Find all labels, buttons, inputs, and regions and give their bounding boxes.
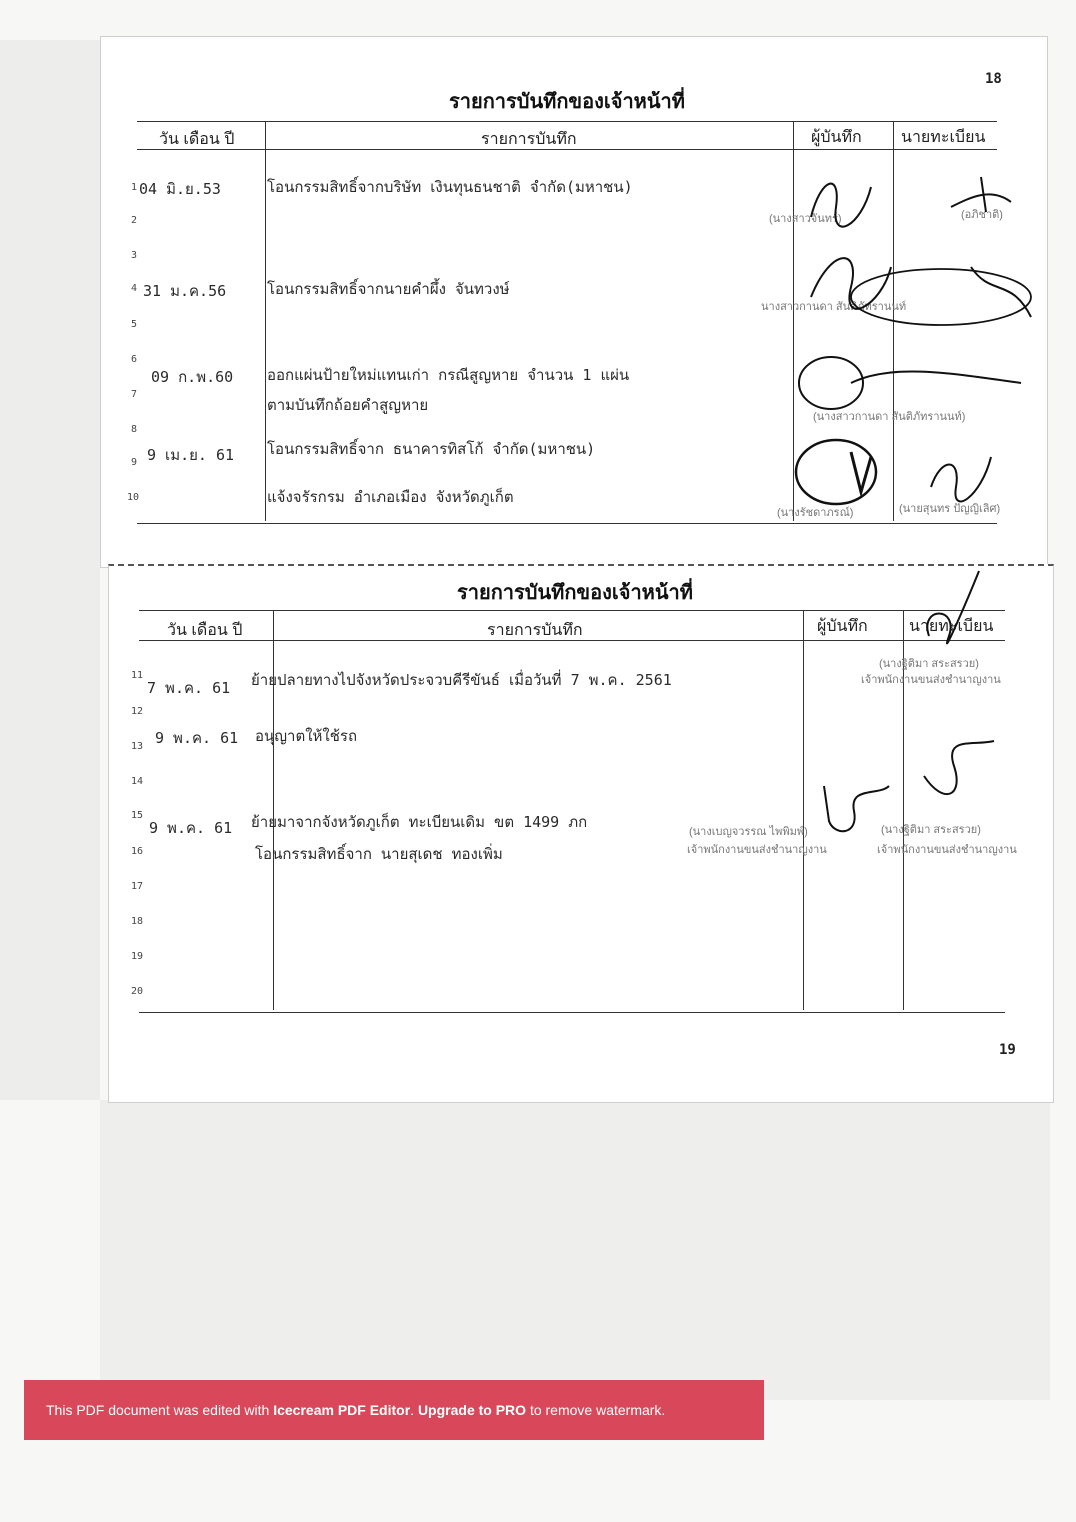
entry-text: ย้ายปลายทางไปจังหวัดประจวบคีรีขันธ์ เมื่อวันที่ 7 พ.ค. 2561: [251, 671, 672, 689]
watermark-cta: Upgrade to PRO: [417, 1402, 527, 1418]
signature-icon: [914, 736, 1004, 816]
entry-date: 7 พ.ค. 61: [147, 679, 231, 697]
entry-date: 04 มิ.ย.53: [139, 180, 221, 198]
entry-text: ตามบันทึกถ้อยคำสูญหาย: [267, 396, 429, 414]
row-number: 16: [131, 846, 144, 857]
row-number: 17: [131, 881, 144, 892]
header-date: วัน เดือน ปี: [159, 131, 235, 148]
page-number: 19: [999, 1042, 1016, 1058]
row-number: 12: [131, 706, 144, 717]
header-entry: รายการบันทึก: [487, 622, 583, 639]
header-recorder: ผู้บันทึก: [811, 129, 862, 146]
row-number: 2: [131, 215, 138, 226]
signer-role: เจ้าพนักงานขนส่งชำนาญงาน: [687, 844, 827, 856]
header-rule: [139, 640, 1005, 641]
section-title: รายการบันทึกของเจ้าหน้าที่: [449, 89, 685, 113]
header-registrar: นายทะเบียน: [909, 618, 994, 635]
row-number: 10: [127, 492, 140, 503]
signature-icon: [921, 447, 1001, 507]
signature-icon: [791, 343, 1031, 423]
row-number: 7: [131, 389, 138, 400]
signer-name: (นางฐิติมา สระสรวย): [879, 658, 979, 670]
signer-role: เจ้าพนักงานขนส่งชำนาญงาน: [861, 674, 1001, 686]
signer-name: (นางรัชดาภรณ์): [777, 507, 854, 519]
row-number: 19: [131, 951, 144, 962]
row-number: 18: [131, 916, 144, 927]
entry-text: ย้ายมาจากจังหวัดภูเก็ต ทะเบียนเดิม ขต 1499 ภก: [251, 813, 588, 831]
row-number: 4: [131, 283, 138, 294]
signer-role: เจ้าพนักงานขนส่งชำนาญงาน: [877, 844, 1017, 856]
row-number: 14: [131, 776, 144, 787]
entry-text: ออกแผ่นป้ายใหม่แทนเก่า กรณีสูญหาย จำนวน 1 แผ่น: [267, 366, 630, 384]
scan-noise-bottom: [100, 1100, 1050, 1400]
section-title: รายการบันทึกของเจ้าหน้าที่: [457, 580, 693, 604]
header-date: วัน เดือน ปี: [167, 622, 243, 639]
entry-text: โอนกรรมสิทธิ์จาก นายสุเดช ทองเพิ่ม: [255, 845, 503, 863]
watermark-brand: Icecream PDF Editor: [273, 1402, 411, 1418]
header-registrar: นายทะเบียน: [901, 129, 986, 146]
entry-date: 9 พ.ค. 61: [149, 819, 233, 837]
table-bottom-rule: [139, 1012, 1005, 1013]
record-sheet-19: [108, 564, 1054, 1103]
watermark-banner: [24, 1380, 764, 1440]
signer-name: (นางสาวกานดา สันติภัทรานนท์): [813, 411, 966, 423]
row-number: 11: [131, 670, 144, 681]
signature-icon: [909, 566, 989, 656]
signer-name: (นางเบญจวรรณ ไพพิมพ์): [689, 826, 808, 838]
row-number: 5: [131, 319, 138, 330]
entry-date: 31 ม.ค.56: [143, 282, 227, 300]
row-number: 8: [131, 424, 138, 435]
row-number: 20: [131, 986, 144, 997]
scan-noise-left: [0, 40, 100, 1100]
watermark-suffix: to remove watermark.: [529, 1402, 666, 1418]
signer-name: (นางฐิติมา สระสรวย): [881, 824, 981, 836]
header-entry: รายการบันทึก: [481, 131, 577, 148]
signature-icon: [809, 776, 899, 846]
row-number: 15: [131, 810, 144, 821]
header-recorder: ผู้บันทึก: [817, 618, 868, 635]
entry-text: แจ้งจรัรกรม อำเภอเมือง จังหวัดภูเก็ต: [267, 488, 514, 506]
col-divider-2: [803, 610, 804, 1010]
signature-icon: [841, 257, 1041, 347]
signer-name: (นายสุนทร ปัญญิเลิศ): [899, 503, 1001, 515]
table-top-rule: [139, 610, 1005, 611]
signature-icon: [941, 167, 1021, 227]
row-number: 3: [131, 250, 138, 261]
entry-date: 9 พ.ค. 61: [155, 729, 239, 747]
watermark-middle: .: [410, 1402, 415, 1418]
col-divider-1: [265, 121, 266, 521]
entry-text: โอนกรรมสิทธิ์จากนายคำผึ้ง จันทวงษ์: [267, 280, 510, 298]
signer-name: นางสาวกานดา สันติภัทรานนท์: [761, 301, 907, 313]
row-number: 9: [131, 457, 138, 468]
signer-name: (นางสาวจันทร์): [769, 213, 842, 225]
signature-icon: [801, 167, 881, 237]
row-number: 6: [131, 354, 138, 365]
entry-date: 09 ก.พ.60: [151, 368, 234, 386]
entry-date: 9 เม.ย. 61: [147, 446, 235, 464]
row-number: 1: [131, 182, 138, 193]
entry-text: โอนกรรมสิทธิ์จากบริษัท เงินทุนธนชาติ จำกัด(มหาชน): [267, 178, 633, 196]
page-number: 18: [985, 71, 1002, 87]
entry-text: โอนกรรมสิทธิ์จาก ธนาคารทิสโก้ จำกัด(มหาชน): [267, 440, 596, 458]
header-rule: [137, 149, 997, 150]
table-top-rule: [137, 121, 997, 122]
table-bottom-rule: [137, 523, 997, 524]
entry-text: อนุญาตให้ใช้รถ: [255, 727, 358, 745]
row-number: 13: [131, 741, 144, 752]
signature-icon: [791, 432, 901, 512]
record-sheet-18: [100, 36, 1048, 568]
watermark-prefix: This PDF document was edited with: [46, 1402, 270, 1418]
signer-name: (อภิชาติ): [961, 209, 1003, 221]
